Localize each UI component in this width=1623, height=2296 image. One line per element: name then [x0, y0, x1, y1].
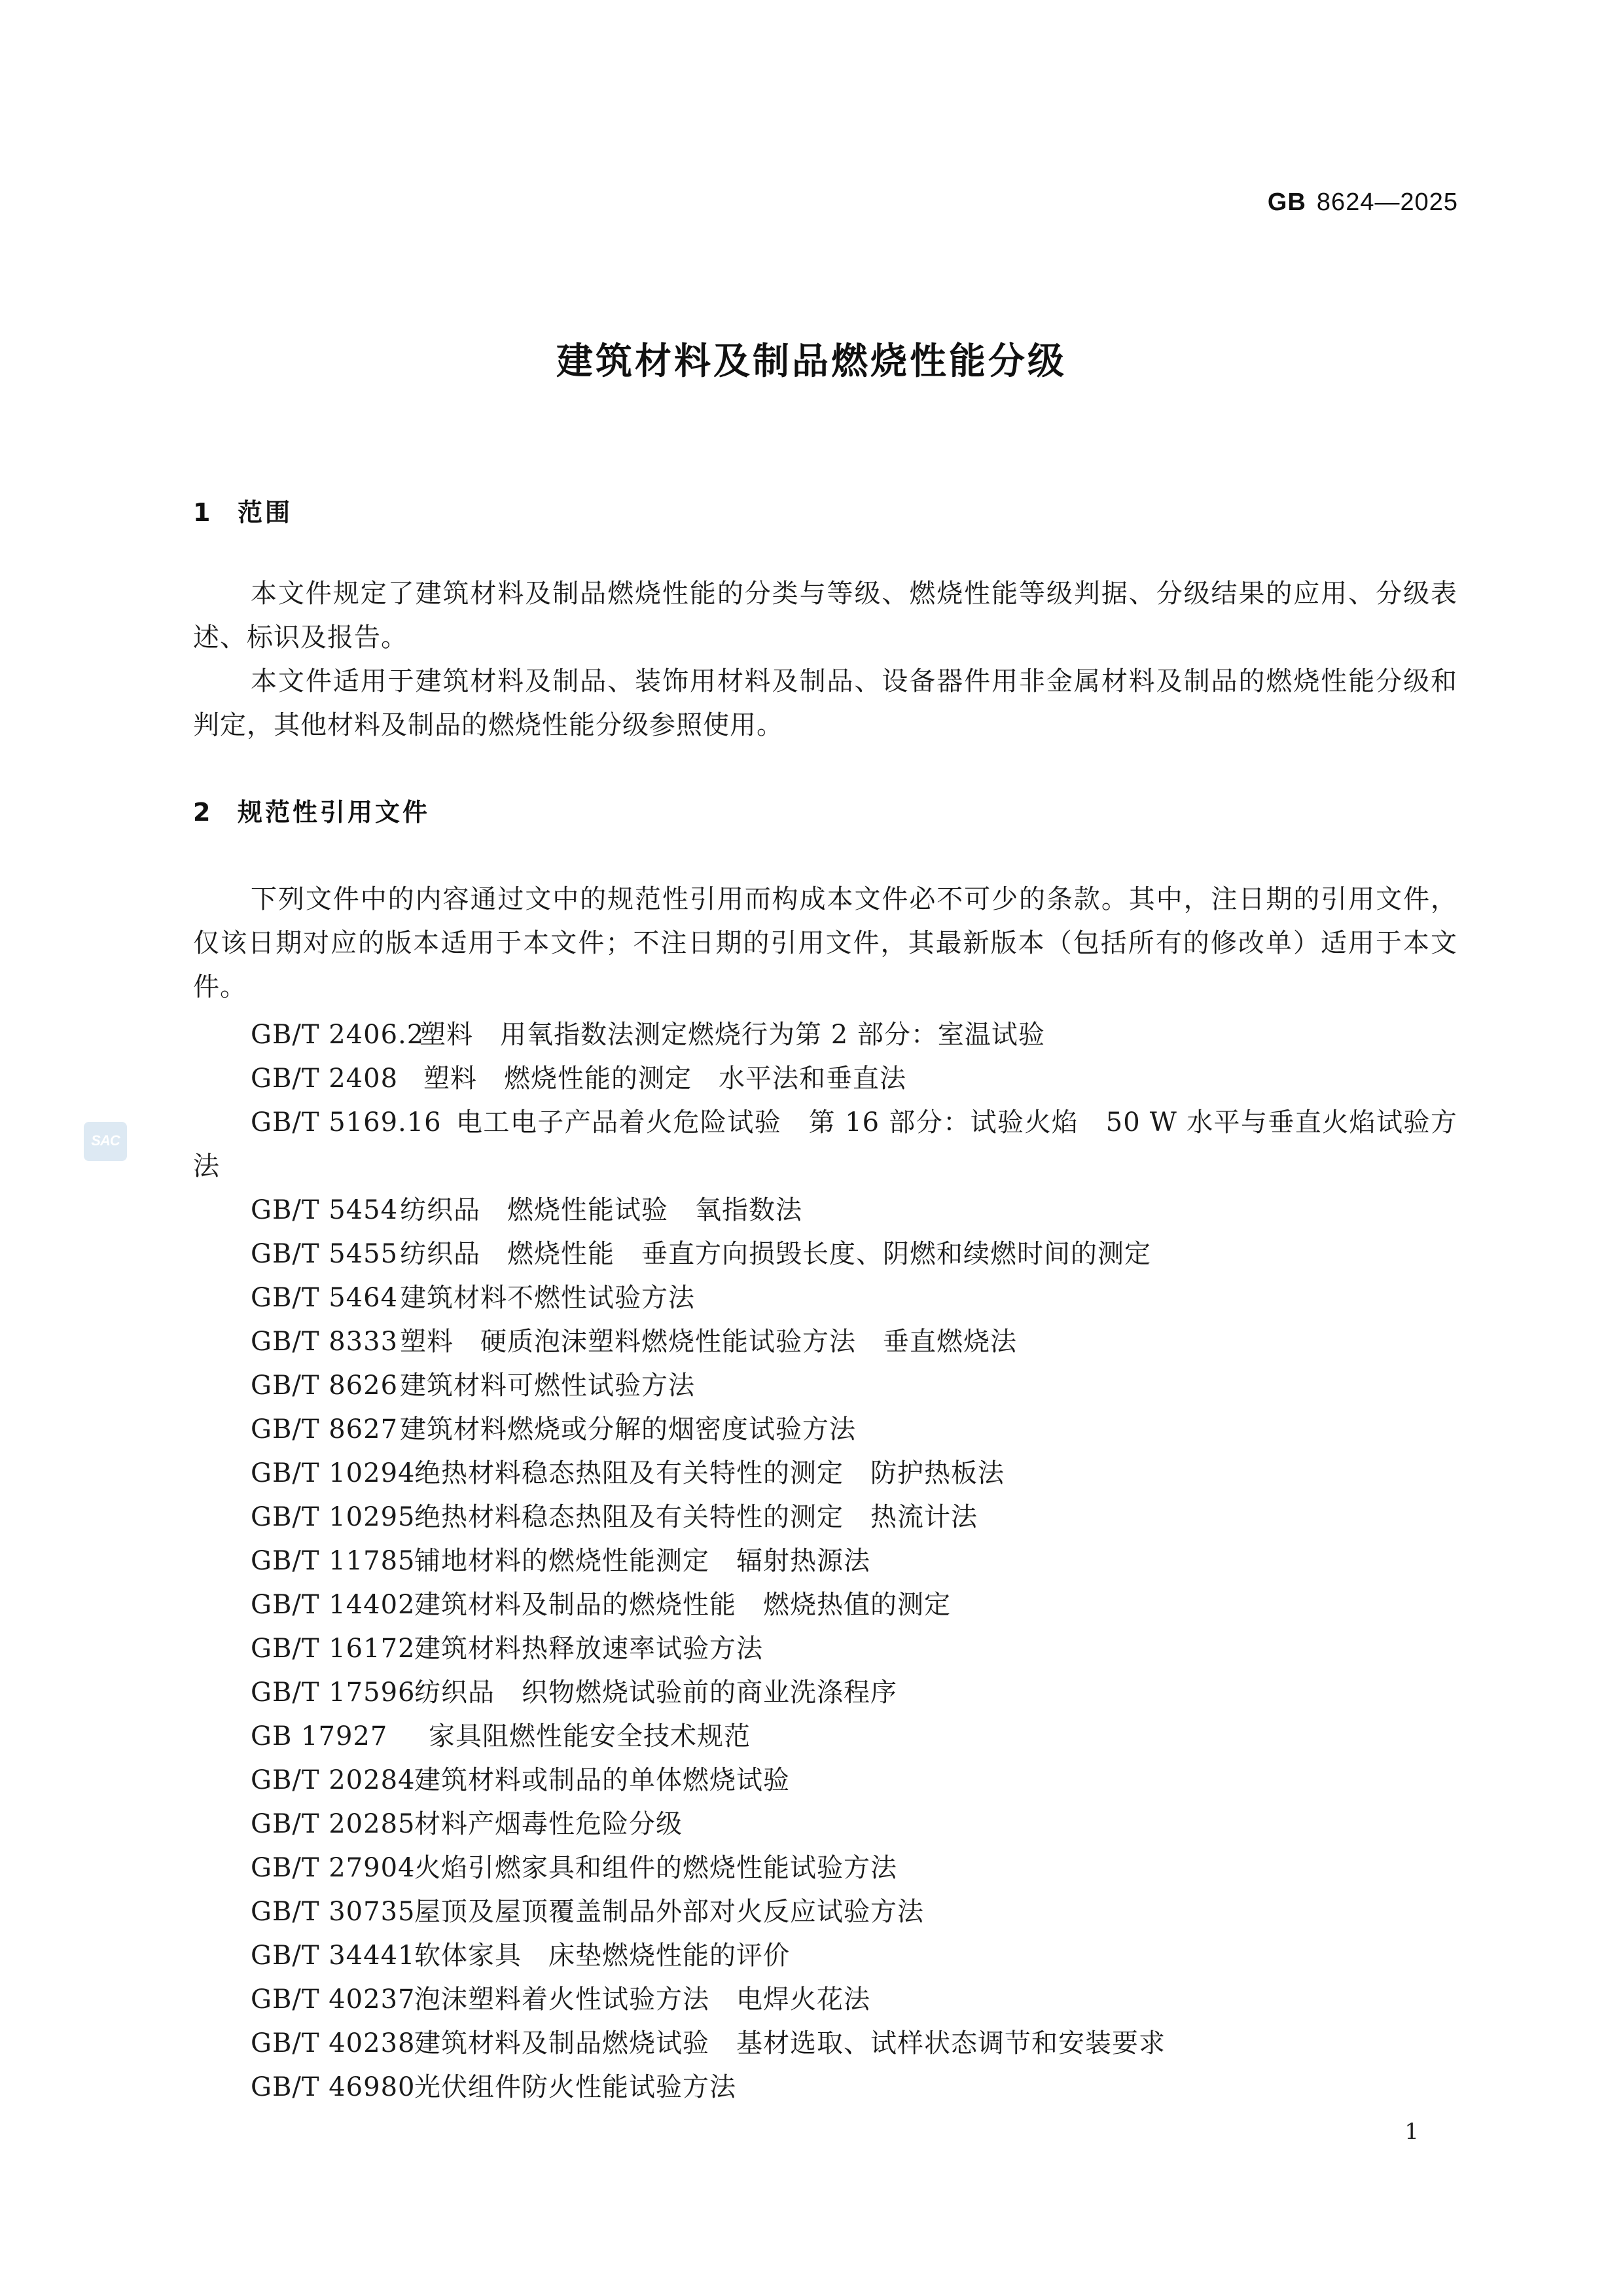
reference-code: GB/T 5454 — [251, 1195, 399, 1225]
reference-item — [251, 1671, 1457, 1715]
reference-item — [251, 1846, 1457, 1890]
reference-item — [251, 2066, 1457, 2109]
reference-item — [251, 1890, 1457, 1934]
reference-item — [251, 1583, 1457, 1627]
reference-code: GB/T 17596 — [251, 1677, 416, 1708]
reference-item — [251, 1978, 1457, 2022]
reference-code: GB/T 40238 — [251, 2028, 416, 2058]
reference-code: GB/T 46980 — [251, 2072, 416, 2102]
reference-list — [193, 1013, 1457, 2109]
reference-title: 建筑材料及制品燃烧试验 基材选取、试样状态调节和安装要求 — [414, 2028, 1166, 2058]
reference-title: 建筑材料热释放速率试验方法 — [414, 1634, 763, 1664]
reference-item — [251, 1013, 1457, 1057]
reference-title: 光伏组件防火性能试验方法 — [414, 2072, 736, 2102]
reference-title: 屋顶及屋顶覆盖制品外部对火反应试验方法 — [414, 1897, 924, 1927]
reference-code: GB/T 27904 — [251, 1853, 416, 1883]
reference-code: GB/T 14402 — [251, 1590, 416, 1620]
reference-item — [251, 1232, 1457, 1276]
section-title: 范围 — [238, 498, 293, 527]
reference-item — [251, 1276, 1457, 1320]
reference-code: GB/T 2406.2 — [251, 1020, 425, 1050]
reference-title: 建筑材料不燃性试验方法 — [400, 1283, 695, 1313]
reference-title: 建筑材料及制品的燃烧性能 燃烧热值的测定 — [414, 1590, 951, 1620]
reference-item — [251, 1364, 1457, 1408]
reference-code: GB/T 8627 — [251, 1414, 399, 1444]
reference-code: GB/T 20284 — [251, 1765, 416, 1795]
reference-title: 火焰引燃家具和组件的燃烧性能试验方法 — [414, 1853, 897, 1883]
reference-title: 家具阻燃性能安全技术规范 — [429, 1721, 751, 1751]
reference-code: GB/T 8626 — [251, 1371, 399, 1401]
reference-code: GB/T 5464 — [251, 1283, 399, 1313]
reference-title: 泡沫塑料着火性试验方法 电焊火花法 — [414, 1984, 870, 2015]
reference-item — [251, 1803, 1457, 1846]
reference-item — [251, 1759, 1457, 1803]
references-intro-paragraph: 下列文件中的内容通过文中的规范性引用而构成本文件必不可少的条款。其中，注日期的引用文件，仅该日期对应的版本适用于本文件；不注日期的引用文件，其最新版本（包括所有的修改单）适用于本文件。 — [193, 884, 1457, 1002]
reference-code: GB/T 8333 — [251, 1327, 399, 1357]
reference-title: 纺织品 燃烧性能试验 氧指数法 — [400, 1195, 802, 1225]
reference-title: 绝热材料稳态热阻及有关特性的测定 热流计法 — [414, 1502, 978, 1532]
reference-code: GB/T 2408 — [251, 1064, 399, 1094]
sac-watermark-logo — [84, 1122, 127, 1161]
reference-item — [251, 1452, 1457, 1496]
reference-item — [251, 1627, 1457, 1671]
reference-item — [251, 1057, 1457, 1101]
reference-title: 建筑材料燃烧或分解的烟密度试验方法 — [400, 1414, 856, 1444]
sac-watermark-text: SAC — [91, 1132, 120, 1149]
reference-item — [251, 1715, 1457, 1759]
reference-code: GB/T 11785 — [251, 1546, 416, 1576]
standard-prefix: GB — [1267, 188, 1306, 216]
section-number: 2 — [193, 798, 213, 827]
reference-code: GB/T 5169.16 — [251, 1107, 442, 1138]
reference-title: 软体家具 床垫燃烧性能的评价 — [414, 1941, 790, 1971]
reference-code: GB/T 34441 — [251, 1941, 416, 1971]
reference-code: GB/T 16172 — [251, 1634, 416, 1664]
reference-title: 塑料 用氧指数法测定燃烧行为第 2 部分：室温试验 — [419, 1020, 1045, 1050]
reference-title: 纺织品 织物燃烧试验前的商业洗涤程序 — [414, 1677, 897, 1708]
reference-code: GB/T 30735 — [251, 1897, 416, 1927]
section-title: 规范性引用文件 — [238, 798, 431, 827]
reference-item — [251, 1934, 1457, 1978]
reference-title: 材料产烟毒性危险分级 — [414, 1809, 683, 1839]
reference-title: 塑料 燃烧性能的测定 水平法和垂直法 — [423, 1064, 906, 1094]
standard-number — [1268, 188, 1458, 217]
scope-paragraph-1: 本文件规定了建筑材料及制品燃烧性能的分类与等级、燃烧性能等级判据、分级结果的应用、分级表述、标识及报告。 — [193, 579, 1457, 653]
reference-title: 铺地材料的燃烧性能测定 辐射热源法 — [414, 1546, 870, 1576]
section-number: 1 — [193, 498, 213, 527]
reference-item — [193, 1101, 1457, 1189]
reference-code: GB/T 5455 — [251, 1239, 399, 1269]
standard-code: 8624—2025 — [1316, 188, 1458, 216]
reference-code: GB/T 20285 — [251, 1809, 416, 1839]
document-title: 建筑材料及制品燃烧性能分级 — [556, 340, 1067, 383]
section-heading-normative-references — [193, 792, 430, 828]
reference-title: 电工电子产品着火危险试验 第 16 部分：试验火焰 50 W 水平与垂直火焰试验方法 — [193, 1107, 1457, 1181]
reference-item — [251, 1496, 1457, 1539]
reference-item — [251, 1539, 1457, 1583]
reference-code: GB 17927 — [251, 1721, 388, 1751]
section-heading-scope — [193, 492, 293, 528]
reference-item — [251, 2022, 1457, 2066]
reference-title: 绝热材料稳态热阻及有关特性的测定 防护热板法 — [414, 1458, 1005, 1488]
page-number: 1 — [1404, 2119, 1419, 2145]
reference-title: 建筑材料或制品的单体燃烧试验 — [414, 1765, 790, 1795]
reference-title: 建筑材料可燃性试验方法 — [400, 1371, 695, 1401]
reference-code: GB/T 10294 — [251, 1458, 416, 1488]
reference-item — [251, 1408, 1457, 1452]
reference-code: GB/T 10295 — [251, 1502, 416, 1532]
reference-item — [251, 1320, 1457, 1364]
reference-code: GB/T 40237 — [251, 1984, 416, 2015]
reference-item — [251, 1189, 1457, 1232]
reference-title: 纺织品 燃烧性能 垂直方向损毁长度、阴燃和续燃时间的测定 — [400, 1239, 1151, 1269]
scope-paragraph-2: 本文件适用于建筑材料及制品、装饰用材料及制品、设备器件用非金属材料及制品的燃烧性能分级和判定，其他材料及制品的燃烧性能分级参照使用。 — [193, 666, 1457, 740]
reference-title: 塑料 硬质泡沫塑料燃烧性能试验方法 垂直燃烧法 — [400, 1327, 1017, 1357]
